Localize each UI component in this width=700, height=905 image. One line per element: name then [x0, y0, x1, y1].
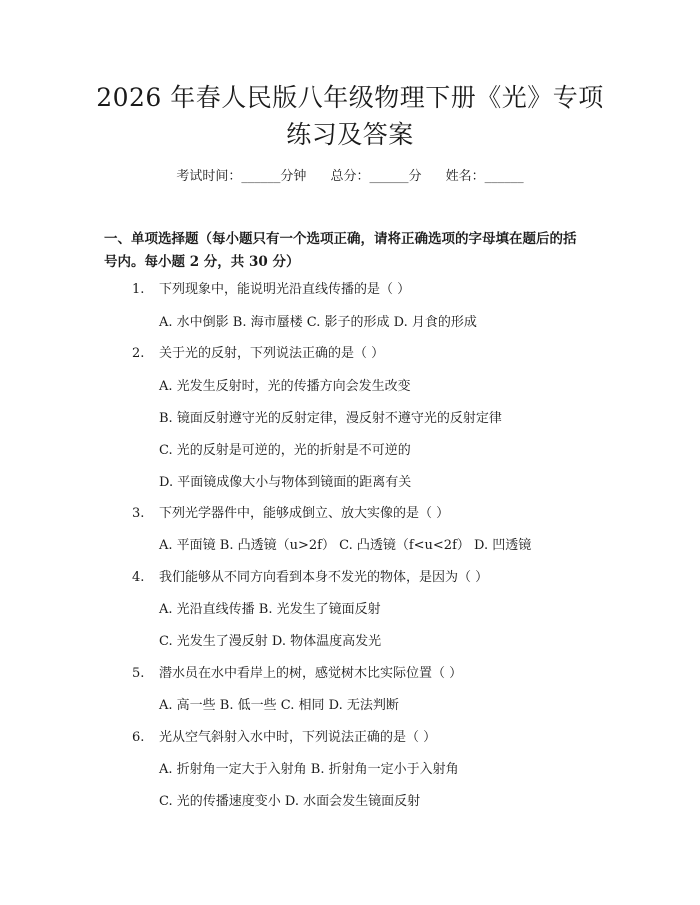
question-2 [132, 345, 602, 363]
question-stem: 潜水员在水中看岸上的树，感觉树木比实际位置（ ） [159, 666, 463, 681]
question-1-options: A. 水中倒影 B. 海市蜃楼 C. 影子的形成 D. 月食的形成 [159, 315, 477, 330]
question-2-option-c: C. 光的反射是可逆的，光的折射是不可逆的 [159, 443, 411, 458]
question-stem: 我们能够从不同方向看到本身不发光的物体，是因为（ ） [159, 570, 489, 585]
exam-info [0, 168, 700, 186]
question-stem: 关于光的反射，下列说法正确的是（ ） [159, 346, 385, 361]
question-5-options: A. 高一些 B. 低一些 C. 相同 D. 无法判断 [159, 698, 399, 713]
question-number: 3. [132, 506, 145, 521]
question-3-options: A. 平面镜 B. 凸透镜（u>2f） C. 凸透镜（f<u<2f） D. 凹透镜 [159, 538, 532, 553]
question-6-options-ab: A. 折射角一定大于入射角 B. 折射角一定小于入射角 [159, 762, 459, 777]
question-stem: 下列光学器件中，能够成倒立、放大实像的是（ ） [159, 506, 450, 521]
question-number: 2. [132, 346, 145, 361]
total-score: 总分：______分 [330, 169, 422, 184]
document-title-line-2: 练习及答案 [286, 120, 414, 149]
question-stem: 光从空气斜射入水中时，下列说法正确的是（ ） [159, 730, 437, 745]
question-6-options-cd: C. 光的传播速度变小 D. 水面会发生镜面反射 [159, 794, 421, 809]
question-2-option-d: D. 平面镜成像大小与物体到镜面的距离有关 [159, 475, 412, 490]
question-2-option-a: A. 光发生反射时，光的传播方向会发生改变 [159, 379, 411, 394]
question-number: 6. [132, 730, 145, 745]
question-number: 5. [132, 666, 145, 681]
question-4-options-cd: C. 光发生了漫反射 D. 物体温度高发光 [159, 634, 382, 649]
question-number: 1. [132, 282, 145, 297]
question-2-option-b: B. 镜面反射遵守光的反射定律，漫反射不遵守光的反射定律 [159, 411, 502, 426]
question-number: 4. [132, 570, 145, 585]
document-title-line-1: 2026 年春人民版八年级物理下册《光》专项 [96, 83, 604, 112]
question-6 [132, 729, 602, 747]
student-name: 姓名：______ [445, 169, 524, 184]
question-stem: 下列现象中，能说明光沿直线传播的是（ ） [159, 282, 411, 297]
question-4 [132, 569, 602, 587]
question-1 [132, 281, 602, 299]
question-4-options-ab: A. 光沿直线传播 B. 光发生了镜面反射 [159, 602, 381, 617]
question-3 [132, 505, 602, 523]
section-heading-line-1: 一、单项选择题（每小题只有一个选项正确，请将正确选项的字母填在题后的括 [104, 231, 577, 247]
question-5 [132, 665, 602, 683]
section-heading-line-2: 号内。每小题 2 分，共 30 分） [104, 254, 300, 270]
exam-time: 考试时间：______分钟 [176, 169, 307, 184]
